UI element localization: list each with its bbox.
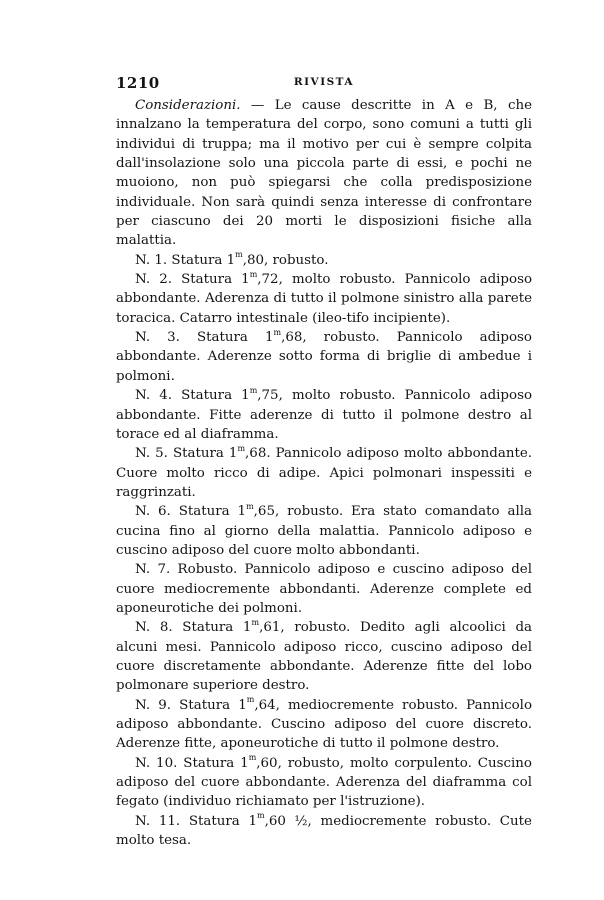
case-paragraph (116, 812, 532, 851)
case-text: N. 6. Statura 1 (135, 504, 247, 520)
case-paragraph (116, 386, 532, 444)
case-text: N. 11. Statura 1 (135, 813, 257, 829)
case-text: N. 3. Statura 1 (135, 330, 274, 346)
case-text: ,61, robusto. Dedito agli alcoolici da alcuni mesi. Pannicolo adiposo ricco, cuscino adiposo del cuore discretamente abbondante. Aderenze fitte del lobo polmonare superiore destro. (116, 620, 533, 694)
case-text: ,68. Pannicolo adiposo molto abbondante. Cuore molto ricco di adipe. Apici polmonari inspessiti e raggrinzati. (116, 446, 533, 500)
unit-superscript: m (249, 269, 258, 279)
case-paragraph (116, 270, 532, 328)
case-text: N. 5. Statura 1 (135, 446, 238, 462)
intro-lead: Considerazioni. (135, 98, 241, 113)
case-text: ,68, robusto. Pannicolo adiposo abbondante. Aderenze sotto forma di briglie di ambedue i polmoni. (116, 330, 532, 384)
unit-superscript: m (237, 443, 246, 453)
case-text: N. 7. Robusto. Pannicolo adiposo e cuscino adiposo del cuore mediocremente abbondanti. Aderenze complete ed aponeurotiche dei polmoni. (116, 562, 532, 616)
case-paragraph (116, 560, 532, 618)
unit-superscript: m (249, 385, 258, 395)
unit-superscript: m (251, 617, 260, 627)
case-text: ,60 ½, mediocremente robusto. Cute molto tesa. (116, 813, 532, 849)
unit-superscript: m (235, 250, 243, 260)
unit-superscript: m (248, 753, 257, 763)
case-paragraph (116, 502, 532, 560)
page-header (116, 74, 532, 92)
page-number: 1210 (116, 74, 160, 92)
case-text: ,60, robusto, molto corpulento. Cuscino adiposo del cuore abbondante. Aderenza del diaframma col fegato (individuo richiamato per l'istruzione). (116, 755, 532, 810)
case-text: N. 1. Statura 1 (135, 252, 236, 268)
case-text: ,64, mediocremente robusto. Pannicolo adiposo abbondante. Cuscino adiposo del cuore discreto. Aderenze fitte, aponeurotiche di tutto il polmone destro. (116, 697, 533, 752)
unit-superscript: m (273, 327, 282, 337)
case-text: ,75, molto robusto. Pannicolo adiposo abbondante. Fitte aderenze di tutto il polmone destro al torace ed al diaframma. (116, 388, 533, 442)
unit-superscript: m (256, 811, 265, 821)
case-text: N. 9. Statura 1 (135, 697, 247, 713)
case-paragraph (116, 618, 532, 695)
intro-text: — Le cause descritte in A e B, che innalzano la temperatura del corpo, sono comuni a tutti gli individui di truppa; ma il motivo per cui è sempre colpita dall'insolazione solo una piccola parte di essi, e pochi ne muoiono, non può spiegarsi che colla predisposizione individuale. Non sarà quindi senza interesse di confrontare per ciascuno dei 20 morti le disposizioni fisiche alla malattia. (116, 98, 532, 249)
case-text: N. 2. Statura 1 (135, 272, 250, 288)
case-text: N. 8. Statura 1 (135, 620, 252, 636)
case-paragraph (116, 754, 532, 812)
case-text: ,65, robusto. Era stato comandato alla cucina fino al giorno della malattia. Pannicolo adiposo e cuscino adiposo del cuore molto abbondanti. (116, 504, 532, 558)
intro-paragraph (116, 96, 532, 251)
case-paragraph (116, 251, 532, 270)
case-text: ,80, robusto. (242, 252, 329, 268)
case-text: ,72, molto robusto. Pannicolo adiposo abbondante. Aderenza di tutto il polmone sinistro alla parete toracica. Catarro intestinale (ileo-tifo incipiente). (116, 272, 533, 326)
case-paragraph (116, 444, 532, 502)
case-text: N. 10. Statura 1 (135, 755, 249, 771)
case-text: N. 4. Statura 1 (135, 388, 250, 404)
case-paragraph (116, 328, 532, 386)
running-title: RIVISTA (293, 76, 355, 88)
body-text (116, 96, 532, 850)
unit-superscript: m (246, 501, 254, 511)
case-paragraph (116, 696, 532, 754)
unit-superscript: m (246, 695, 255, 705)
